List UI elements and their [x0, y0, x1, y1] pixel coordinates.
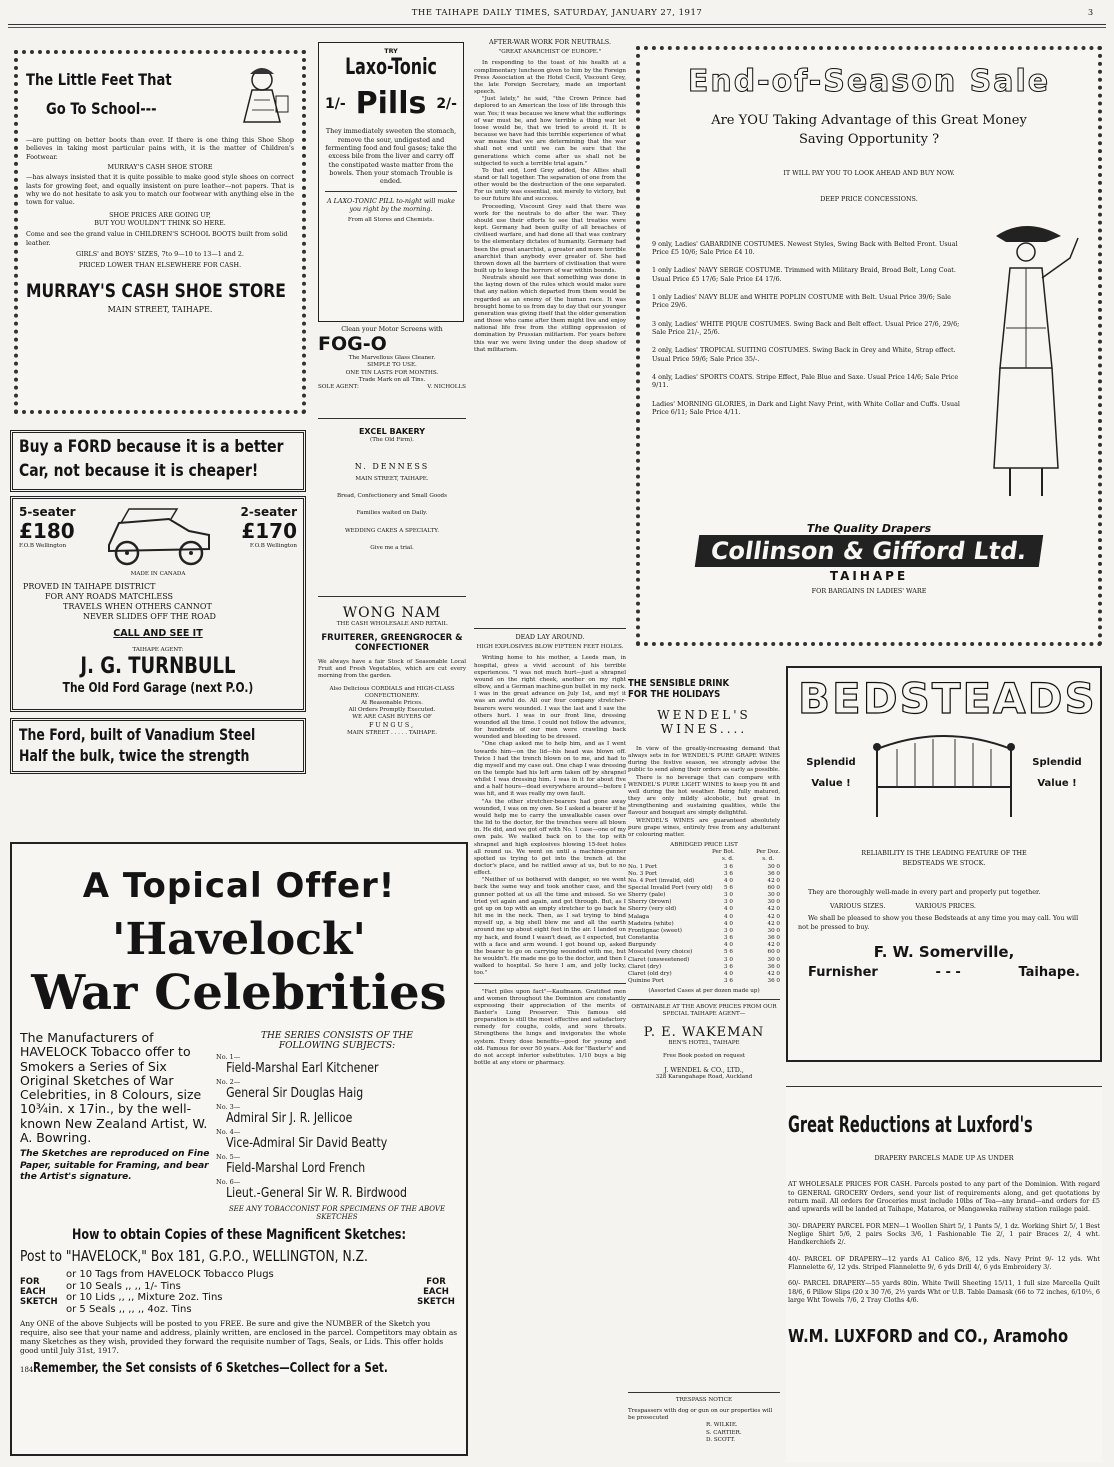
wine-price-bottle: 3 6 [724, 870, 733, 877]
wine-price-dozen: 42 0 [767, 913, 780, 920]
collinson-item: 1 only Ladies' NAVY BLUE and WHITE POPLIN COSTUME with Belt. Usual Price 39/6; Sale Price 29/6. [652, 292, 951, 310]
wendel-p2: There is no beverage that can compare with WENDEL'S PURE LIGHT WINES to keep you fit and well during the hot weather. Being fully matured, they are only mildly alcoholic, but great in strengthening and sustaining qualities, while the flavour and bouquet are simply delightful. [628, 774, 780, 817]
deadlay-p5: "Fact piles upon fact"—Kaufmann. Gratified men and women throughout the Dominion are constantly expressing their appreciation of the merits of Baxter's Lung Preserver. This famous old preparation is still the most effective and satisfactory remedy for coughs, colds, and sore throats. Strengthens the lungs and invigorates the whole system. Every dose benefits—good for young and old. Famous for over 50 years. Ask for "Baxter's" and do not accept inferior substitutes. 1/10 buys a big bottle at any store or pharmacy. [474, 988, 626, 1067]
murray-line-3: Come and see the grand value in CHILDREN'S SCHOOL BOOTS built from solid leather. [26, 230, 288, 247]
bedsteads-town: Taihape. [1018, 964, 1080, 980]
wendel-p1: In view of the greatly-increasing demand that always sets in for WENDEL'S PURE GRAPE WINES during the festive season, we strongly advise the public to send along their orders as early as possible. [628, 746, 780, 774]
wine-price-dozen: 42 0 [767, 942, 780, 949]
ford-p3: TRAVELS WHEN OTHERS CANNOT [63, 602, 212, 612]
havelock-subject [216, 1078, 458, 1101]
laxo-body: They immediately sweeten the stomach, remove the sour, undigested and fermenting food and foul gases; take the excess bile from the liver and carry off the constipated waste matter from the bowels. Then your stomach Trouble is ended. [325, 127, 457, 186]
luxford-ad [786, 1086, 1102, 1462]
collinson-items [652, 218, 966, 508]
bedsteads-splendid-left: Splendid [806, 757, 856, 768]
wine-name: No. 1 Port [628, 863, 657, 870]
wine-name: Madeira (white) [628, 920, 674, 927]
ford-ad [10, 430, 306, 830]
fogo-ad [318, 325, 466, 415]
bedsteads-various-prices: VARIOUS PRICES. [915, 901, 976, 910]
ford-agent: J. G. TURNBULL [80, 654, 236, 680]
excel-ad [318, 418, 466, 590]
afterwar-p1: In responding to the toast of his health at a complimentary luncheon given to him by the Foreign Press Association at the Hotel Cecil, Viscount Grey, the late Foreign Secretary, made an important speech. [474, 60, 626, 96]
ford-p2: FOR ANY ROADS MATCHLESS [45, 592, 174, 602]
wine-price-row [628, 928, 780, 935]
wine-price-dozen: 30 0 [767, 899, 780, 906]
havelock-series-1: THE SERIES CONSISTS OF THE [261, 1031, 413, 1041]
wine-price-row [628, 914, 780, 921]
havelock-subject-name: Field-Marshal Earl Kitchener [226, 1061, 379, 1076]
wongnam-body: We always have a fair Stock of Seasonable Local Fruit and Fresh Vegetables, which are cut every morning from the garden. [318, 659, 466, 680]
bedsteads-splendid-right: Splendid [1032, 757, 1082, 768]
wine-name: Claret (old dry) [628, 970, 672, 977]
fogo-l4: Trade Mark on all Tins. [358, 376, 426, 383]
afterwar-title: AFTER-WAR WORK FOR NEUTRALS. [488, 38, 611, 46]
luxford-item-1: 30/- DRAPERY PARCEL FOR MEN—1 Woollen Shirt 5/, 1 Pants 5/, 1 dz. Working Shirt 5/, 1 Best Neglige Shirt 5/6, 2 pairs Socks 3/6, 1 Fashionable Tie 2/, 1 pair Braces 2/, 4 wht. Handkerchiefs 2/. [788, 1221, 1100, 1247]
laxo-name: Laxo-Tonic [345, 55, 437, 81]
wongnam-title: FRUITERER, GREENGROCER & CONFECTIONER [321, 633, 463, 654]
havelock-headline-2: 'Havelock' [112, 914, 366, 965]
havelock-subject-number: No. 2— [216, 1078, 241, 1086]
laxo-price-1: 1/- [325, 95, 346, 112]
wine-price-row [628, 978, 780, 985]
havelock-or-1: or 10 Tags from HAVELOCK Tobacco Plugs [66, 1269, 274, 1280]
deadlay-p2: "One chap asked me to help him, and as I went towards him—on the lid—his head was blown off. Twice I had the trench blown on to me, and had to dig myself and my case out. One chap I was dressing on the temple had his left arm taken off by shrapnel whilst I was dressing him. I was in it for about five and a half hours—dead everywhere around—before I was hit, and it was really my own fault. [474, 741, 626, 798]
masthead-rule-2 [8, 27, 1106, 28]
bedsteads-title: BEDSTEADS [798, 674, 1097, 723]
laxo-from: From all Stores and Chemists. [347, 217, 435, 224]
wendel-p3: WENDEL'S WINES are guaranteed absolutely pure grape wines, entirely free from any adulterant or colouring matter. [628, 817, 780, 838]
bedsteads-reliability-1: RELIABILITY IS THE LEADING FEATURE OF THE [861, 849, 1027, 857]
wine-price-bottle: 4 0 [724, 913, 733, 920]
wongnam-sub: THE CASH WHOLESALE AND RETAIL [336, 621, 448, 627]
wine-price-bottle: 3 6 [724, 978, 733, 984]
havelock-post: Post to "HAVELOCK," Box 181, G.P.O., WELLINGTON, N.Z. [20, 1247, 368, 1265]
wongnam-ad [318, 596, 466, 828]
havelock-how: How to obtain Copies of these Magnificent Sketches: [72, 1227, 406, 1243]
wine-price-bottle: 5 6 [724, 884, 733, 891]
wine-price-row [628, 935, 780, 942]
bedsteads-value-left: Value ! [811, 778, 851, 789]
wendel-free-book: Free Book posted on request [662, 1052, 746, 1059]
wine-name: Frontignac (sweet) [628, 927, 682, 934]
wine-price-dozen: 36 0 [767, 935, 780, 942]
wine-price-dozen: 60 0 [767, 884, 780, 891]
masthead-rule [8, 24, 1106, 25]
wine-price-dozen: 42 0 [767, 906, 780, 913]
deadlay-p3: "As the other stretcher-bearers had gone away wounded, I was on my own. So I asked a bearer if he would help me to carry the unwalkable cases over the lid to the doctor, for the trenches were all blown in. He did, and we got off with No. 1 case—one of my own pals. We walked back on to the top with shrapnel and high explosives blowing 15-feet holes all round us. We went on until a machine-gunner spotted us trying to get into the trench at the doctor's place, and he rattled away at us, but to no effect. [474, 798, 626, 877]
ford-p1: PROVED IN TAIHAPE DISTRICT [23, 582, 156, 592]
excel-l3: WEDDING CAKES A SPECIALTY. [344, 527, 440, 534]
wendel-col-bot: Per Bot. [712, 849, 735, 856]
havelock-subject-number: No. 6— [216, 1178, 241, 1186]
laxo-ad [318, 42, 464, 322]
murray-store-name: MURRAY'S CASH SHOE STORE [26, 279, 286, 302]
wongnam-l3: All Orders Promptly Executed. [348, 707, 436, 714]
havelock-lead-italic: The Sketches are reproduced on Fine Paper, suitable for Framing, and bear the Artist's signature. [20, 1149, 210, 1183]
excel-l2: Families waited on Daily. [356, 510, 428, 517]
collinson-item: 9 only, Ladies' GABARDINE COSTUMES. Newest Styles, Swing Back with Belted Front. Usual Price £5 10/6; Sale Price £4 10. [652, 239, 958, 256]
havelock-subject-name: Admiral Sir J. R. Jellicoe [226, 1111, 353, 1126]
havelock-subject-number: No. 4— [216, 1128, 241, 1136]
havelock-headline-1: A Topical Offer! [82, 866, 396, 906]
murray-body-2: —has always insisted that it is quite possible to make good style shoes on correct lasts for growing feet, and equally insistent on pure leather—not papers. That is why we do not hesitate to ask you to match our footwear with anything else in the town for value. [26, 173, 294, 207]
wine-name: Sherry (very old) [628, 906, 677, 913]
collinson-item: 3 only, Ladies' WHITE PIQUE COSTUMES. Swing Back and Belt effect. Usual Price 27/6, 29/6; Sale Price 21/-, 25/6. [652, 319, 960, 336]
wine-price-dozen: 30 0 [767, 956, 780, 963]
wine-price-dozen: 42 0 [767, 877, 780, 884]
afterwar-p4: Proceeding, Viscount Grey said that there was work for the neutrals to do after the war. They should use their efforts to see that treaties were kept. Germany had been guilty of all breaches of civilised warfare, and had done all that was contrary to the elementary dictates of humanity. Germany had been the great anarchist, a greater and more terrible anarchist than anybody ever greater of. She had thrown down all the barriers of civilisation that were built up to keep the horrors of war within bounds. [474, 203, 626, 275]
wine-price-bottle: 5 6 [724, 949, 733, 956]
wine-price-bottle: 3 6 [724, 963, 733, 970]
bedsteads-reliability-2: BEDSTEADS WE STOCK. [902, 859, 986, 868]
trespass-notice [628, 1392, 780, 1464]
trespass-name-1: R. WILKIE. [706, 1422, 738, 1429]
wine-name: Claret (dry) [628, 963, 662, 970]
trespass-title: TRESPASS NOTICE [675, 1397, 733, 1403]
havelock-headline-3: War Celebrities [31, 965, 447, 1021]
collinson-town: TAIHAPE [829, 568, 909, 583]
ford-seat5: 5-seater [19, 505, 76, 519]
wine-price-row [628, 971, 780, 978]
havelock-subject [216, 1178, 458, 1201]
deadlay-p4: "Neither of us bothered with danger, so we went back the same way and took another case, and the gunner potted at us all the time and missed. So we tried yet again and again, and got through. But, as I got up on top with an empty stretcher to go back he hit me in the neck. Then, as I sat trying to bind myself up, a big shell blew me and all the earth around me up about eight feet in the air. I landed on my back, and found I wasn't dead, as I expected, but with a face and arm wound. I got bound up, asked the bearer to go on carrying wounded with me, but he wouldn't. He made me go to the doctor, and then I walked to hospital. So here I am, and jolly lucky, too." [474, 877, 626, 977]
excel-l4: Give me a trial. [370, 544, 414, 551]
collinson-q2: Saving Opportunity ? [798, 132, 940, 147]
trespass-name-3: D. SCOTT. [706, 1436, 736, 1443]
havelock-subject-name: Field-Marshal Lord French [226, 1161, 366, 1176]
collinson-pay: IT WILL PAY YOU TO LOOK AHEAD AND BUY NOW. [783, 169, 955, 177]
bedsteads-p2: We shall be pleased to show you these Bedsteads at any time you may call. You will not be pressed to buy. [798, 914, 1079, 931]
wongnam-l1: Also Delicious CORDIALS and HIGH-CLASS CONFECTIONERY. [329, 685, 455, 699]
wongnam-l4: WE ARE CASH BUYERS OF [352, 714, 432, 721]
havelock-subject-number: No. 1— [216, 1053, 241, 1061]
wendel-col-doz: Per Doz. [756, 849, 780, 856]
ford-made-in-canada: MADE IN CANADA [130, 571, 186, 577]
havelock-for-each-right: FOR EACH SKETCH [417, 1277, 455, 1307]
wendel-lead-1: THE SENSIBLE DRINK [628, 678, 730, 689]
wine-price-bottle: 4 0 [724, 906, 733, 913]
murray-headline-2: Go To School--- [46, 99, 157, 118]
wongnam-l6: MAIN STREET . . . . . TAIHAPE. [346, 729, 438, 736]
wine-price-bottle: 4 0 [724, 942, 733, 949]
ford-car-icon [99, 505, 217, 571]
wine-price-row [628, 921, 780, 928]
havelock-subject-number: No. 3— [216, 1103, 241, 1111]
fogo-name: FOG-O [318, 333, 387, 356]
luxford-sub: DRAPERY PARCELS MADE UP AS UNDER [874, 1154, 1014, 1162]
wine-price-dozen: 30 0 [767, 927, 780, 934]
wine-price-dozen: 36 0 [767, 963, 780, 970]
fogo-lead: Clean your Motor Screens with [341, 325, 443, 333]
havelock-remember: Remember, the Set consists of 6 Sketches—Collect for a Set. [33, 1361, 389, 1377]
wine-price-dozen: 42 0 [767, 970, 780, 977]
havelock-subject [216, 1153, 458, 1176]
luxford-p1: AT WHOLESALE PRICES FOR CASH. Parcels posted to any part of the Dominion. With regard to GENERAL GROCERY Orders, send your list of requirements along, and get quotations by return mail. All orders for Groceries must include 10lbs of Tea—any brand—and orders for £5 and upwards will be landed at Taihape, Mataroa, or Mangaweka railway station railage paid. [788, 1180, 1100, 1214]
laxo-pills: Pills [355, 86, 427, 122]
murray-line-5: PRICED LOWER THAN ELSEWHERE FOR CASH. [78, 261, 242, 270]
ford-seat2: 2-seater [240, 505, 297, 519]
afterwar-p5: Neutrals should see that something was done in the laying down of the rules which would make sure that any nation which departed from them would be regarded as an enemy of the human race. It was brought home to us from day to day that our younger generation was giving itself that the older generation and those who came after them might live and enjoy national life free from the stifling oppression of domination by Prussian militarism. For years before this war we were living under the deep shadow of that militarism. [474, 275, 626, 353]
wine-price-row [628, 871, 780, 878]
wine-price-bottle: 4 0 [724, 920, 733, 927]
collinson-item: 4 only, Ladies' SPORTS COATS. Stripe Effect, Pale Blue and Saxe. Usual Price 14/6; Sale Price 9/11. [652, 372, 959, 390]
trespass-body: Trespassers with dog or gun on our properties will be prosecuted [628, 1408, 773, 1422]
havelock-or-4: or 5 Seals ,, ,, ,, 4oz. Tins [66, 1303, 192, 1315]
wendel-units: s. d. [722, 856, 734, 863]
ford-headline-1: Buy a FORD because it is a better [19, 437, 284, 457]
wine-name: Moscatel (very choice) [628, 949, 693, 956]
murray-headline-1: The Little Feet That [26, 70, 172, 89]
havelock-or-2: or 10 Seals ,, ,, 1/- Tins [66, 1280, 181, 1292]
collinson-ad [636, 46, 1102, 646]
havelock-final: Any ONE of the above Subjects will be posted to you FREE. Be sure and give the NUMBER of the Sketch you require, also see that your name and address, plainly written, are enclosed in the parcel. Competitors may obtain as many Sketches as they wish, provided they forward the requisite number of Tags, Seals, or Lids. This offer holds good until July 31st, 1917. [20, 1319, 458, 1356]
wendel-title-1: WENDEL'S [657, 708, 751, 722]
fogo-l3: ONE TIN LASTS FOR MONTHS. [345, 369, 439, 376]
collinson-item: 2 only, Ladies' TROPICAL SUITING COSTUMES. Swing Back in Grey and White, Strap effect. Usual Price 59/6; Sale Price 35/-. [652, 346, 956, 363]
wine-name: Malaga [628, 913, 650, 920]
wine-price-row [628, 949, 780, 956]
havelock-series-2: FOLLOWING SUBJECTS: [278, 1041, 396, 1051]
wine-name: Sherry (brown) [628, 899, 672, 906]
excel-owner: N. DENNESS [354, 462, 430, 472]
excel-sub: (The Old Firm). [370, 437, 414, 443]
excel-title: EXCEL BAKERY [358, 427, 426, 436]
wine-price-dozen: 36 0 [767, 870, 780, 877]
murray-ad [14, 50, 306, 414]
havelock-subject [216, 1103, 458, 1126]
wine-name: Burgundy [628, 942, 656, 949]
bedsteads-name: F. W. Somerville, [873, 942, 1015, 961]
wendel-list-title: ABRIDGED PRICE LIST [670, 842, 738, 849]
collinson-bargains: FOR BARGAINS IN LADIES' WARE [811, 586, 927, 595]
laxo-price-2: 2/- [436, 95, 457, 112]
collinson-firm: Collinson & Gifford Ltd. [695, 535, 1043, 567]
ford-call: CALL AND SEE IT [113, 628, 203, 640]
ford-agent-label: TAIHAPE AGENT: [132, 647, 184, 654]
wine-price-dozen: 30 0 [767, 863, 780, 870]
ford-fob2: F.O.B Wellington [249, 543, 297, 549]
collinson-item: 1 only Ladies' NAVY SERGE COSTUME. Trimmed with Military Braid, Broad Belt, Long Coat. Usual Price £5 17/6; Sale Price £4 17/6. [652, 266, 956, 283]
ford-fob5: F.O.B Wellington [19, 543, 67, 549]
wine-price-dozen: 36 0 [767, 978, 780, 984]
wine-price-row [628, 878, 780, 885]
murray-subhead: MURRAY'S CASH SHOE STORE [107, 162, 213, 171]
wendel-ad [628, 678, 780, 1318]
collinson-drapers: The Quality Drapers [806, 521, 932, 535]
luxford-firm: W.M. LUXFORD and CO., Aramoho [788, 1326, 1069, 1348]
murray-line-4: GIRLS' and BOYS' SIZES, 7to 9—10 to 13—1 and 2. [76, 249, 244, 258]
havelock-subject [216, 1053, 458, 1076]
bedsteads-value-right: Value ! [1037, 778, 1077, 789]
bedsteads-ad: BEDSTEADS Splendid Value ! Splendid Value ! RELIABILITY IS THE LEADING FEATURE OF THE BEDSTEADS WE STOCK. They are thoroughly well-made in every part and properly put together. VARIOUS SIZES. VARIOUS PRICES. We shall be pleased to show you these Bedsteads at any time you may call. You will not be pressed to buy. F. W. Somerville, Furnisher - - - Taihape. [786, 666, 1102, 1062]
wine-name: Claret (unsweetened) [628, 956, 690, 963]
girl-illustration-icon [224, 60, 294, 130]
afterwar-article [474, 38, 626, 623]
masthead-title: THE TAIHAPE DAILY TIMES, SATURDAY, JANUARY 27, 1917 [411, 8, 703, 18]
bedsteads-various-sizes: VARIOUS SIZES. [830, 901, 886, 910]
ford-price5: £180 [19, 519, 75, 543]
wine-name: Constantia [628, 935, 659, 942]
ford-tag-2: Half the bulk, twice the strength [19, 746, 250, 765]
wendel-hotel: BEN'S HOTEL, TAIHAPE [668, 1039, 740, 1046]
wine-name: Sherry (pale) [628, 892, 666, 899]
page-number: 3 [1088, 8, 1094, 17]
bedsteads-furnisher: Furnisher [808, 964, 878, 980]
havelock-see: SEE ANY TOBACCONIST FOR SPECIMENS OF THE ABOVE SKETCHES [228, 1205, 446, 1221]
collinson-item: Ladies' MORNING GLORIES, in Dark and Light Navy Print, with White Collar and Cuffs. Usual Price 6/11; Sale Price 4/11. [652, 399, 960, 416]
ford-p4: NEVER SLIDES OFF THE ROAD [83, 612, 216, 622]
wine-price-row [628, 906, 780, 913]
luxford-item-3: 60/- PARCEL DRAPERY—55 yards 80in. White Twill Sheeting 15/11, 1 full size Marcella Quilt 18/6, 6 Pillow Slips (20 x 30 7/6, 2½ yards Wht or U.B. Table Damask (66 to 72 inches, 6/10½, 6 large Wht Towels 7/6, 2 Tray Cloths 4/6. [788, 1279, 1100, 1304]
wine-price-row [628, 864, 780, 871]
afterwar-p3: To that end, Lord Grey added, the Allies shall stand or fall together. The separation of one from the other would be the destruction of the one separated. For us unity was essential, not merely to victory, but to our future life and success. [474, 167, 626, 203]
wendel-obtain: OBTAINABLE AT THE ABOVE PRICES FROM OUR SPECIAL TAIHAPE AGENT— [631, 1004, 777, 1018]
wine-price-bottle: 3 6 [724, 935, 733, 942]
wine-price-row [628, 957, 780, 964]
wongnam-l5: FUNGUS, [368, 721, 416, 730]
deadlay-p1: Writing home to his mother, a Leeds man, in hospital, gives a vivid account of his terrible experiences. "I was not much hurt—just a shrapnel wound on the right cheek, another on my right elbow, and a German machine-gun bullet in my neck. I was in the great advance on July 1st, and my! it was an awful do. All our four company stretcher-bearers were wounded. I was the last and I saw the others hurt. I was in our front line, dressing wounded all the time. I could not follow the advance, for hundreds of our men were crawling back wounded and bleeding to be dressed. [474, 655, 626, 741]
collinson-q1: Are YOU Taking Advantage of this Great Money [711, 113, 1027, 128]
havelock-subject [216, 1128, 458, 1151]
bedstead-illustration-icon [869, 727, 1019, 819]
ford-price2: £170 [241, 519, 297, 543]
wine-price-dozen: 60 0 [767, 949, 780, 956]
wine-name: No. 4 Port (invalid, old) [628, 877, 695, 884]
wendel-firm: J. WENDEL & CO., LTD., [664, 1065, 744, 1074]
excel-l1: Bread, Confectionery and Small Goods [336, 493, 448, 500]
wine-price-row [628, 964, 780, 971]
wine-price-dozen: 30 0 [767, 892, 780, 899]
laxo-slogan: A LAXO-TONIC PILL to-night will make you right by the morning. [327, 196, 455, 213]
wendel-units: s. d. [762, 856, 774, 863]
wendel-assorted: (Assorted Cases at per dozen made up) [648, 988, 760, 995]
havelock-lead: The Manufacturers of HAVELOCK Tobacco offer to Smokers a Series of Six Original Sketches of War Celebrities, in 8 Colours, size 10¾in. x 17in., by the well-known New Zealand Artist, W. A. Bowring. [20, 1030, 208, 1145]
collinson-deep: DEEP PRICE CONCESSIONS. [820, 195, 918, 204]
murray-body-1: —are putting on better boots than ever. If there is one thing this Shoe Shop believes in taking most particular pains with, it is the matter of Children's Footwear. [26, 136, 294, 161]
lady-fashion-illustration-icon [966, 218, 1086, 508]
havelock-subject-name: Lieut.-General Sir W. R. Birdwood [226, 1186, 407, 1201]
trespass-name-2: S. CARTIER. [706, 1429, 742, 1436]
wendel-firm-address: 328 Karangahape Road, Auckland [655, 1074, 753, 1081]
ford-headline-2: Car, not because it is cheaper! [19, 461, 259, 481]
havelock-or-3: or 10 Lids ,, ,, Mixture 2oz. Tins [66, 1292, 223, 1303]
wine-price-bottle: 3 0 [724, 899, 733, 906]
luxford-title: Great Reductions at Luxford's [788, 1113, 1033, 1138]
wendel-agent: P. E. WAKEMAN [643, 1024, 765, 1040]
bedsteads-p1: They are thoroughly well-made in every part and properly put together. [808, 887, 1041, 896]
ford-garage: The Old Ford Garage (next P.O.) [62, 681, 254, 697]
deadlay-sub: HIGH EXPLOSIVES BLOW FIFTEEN FEET HOLES. [476, 644, 624, 651]
wine-price-bottle: 3 0 [724, 927, 733, 934]
havelock-subject-name: General Sir Douglas Haig [226, 1086, 364, 1101]
excel-address: MAIN STREET, TAIHAPE. [355, 476, 429, 483]
wongnam-name: WONG NAM [342, 605, 442, 621]
laxo-try: TRY [384, 47, 398, 55]
fogo-agent-name: V. NICHOLLS [427, 383, 466, 390]
havelock-code: 184 [20, 1366, 34, 1375]
deadlay-article [474, 628, 626, 1462]
wine-price-bottle: 3 0 [724, 956, 733, 963]
wine-name: Quinine Port [628, 978, 664, 984]
afterwar-sub: "GREAT ANARCHIST OF EUROPE." [498, 49, 602, 56]
havelock-subject-name: Vice-Admiral Sir David Beatty [226, 1136, 388, 1151]
wine-price-dozen: 42 0 [767, 920, 780, 927]
murray-line-1: SHOE PRICES ARE GOING UP, [109, 210, 211, 219]
afterwar-p2: "Just lately," he said, "the Crown Prince had deplored to an American the loss of life through this war. Yes; it was because we knew what the sufferings of war must be, and how terrible a thing war let loose would be, that we tried to avoid it. It is because we have had this terrible experience of what war means that we are determining that the war shall not end until we can be sure that the generations which come after us shall not be subjected to such a terrible trial again." [474, 96, 626, 167]
havelock-subject-list [216, 1053, 458, 1201]
wine-price-bottle: 4 0 [724, 877, 733, 884]
wine-name: Special Invalid Port (very old) [628, 884, 713, 891]
murray-address: MAIN STREET, TAIHAPE. [107, 304, 213, 314]
wendel-title-2: WINES.... [660, 722, 748, 736]
fogo-l2: SIMPLE TO USE. [367, 362, 417, 369]
collinson-title: End-of-Season Sale [687, 64, 1051, 99]
fogo-l1: The Marvellous Glass Cleaner. [348, 355, 436, 362]
havelock-ad [10, 842, 468, 1456]
wine-price-bottle: 3 6 [724, 863, 733, 870]
wendel-lead-2: FOR THE HOLIDAYS [628, 689, 721, 700]
wendel-price-table [628, 864, 780, 986]
luxford-item-2: 40/- PARCEL OF DRAPERY—12 yards A1 Calico 8/6, 12 yds. Navy Print 9/- 12 yds. Wht Flannelette 6/, 12 yds. Striped Flannelette 9/, 6 yds Drill 4/, 6 yds Embroidery 3/. [788, 1254, 1100, 1271]
havelock-subject-number: No. 5— [216, 1153, 241, 1161]
havelock-for-each-left: FOR EACH SKETCH [20, 1277, 58, 1307]
ford-tag-1: The Ford, built of Vanadium Steel [19, 725, 256, 744]
fogo-agent-label: SOLE AGENT: [318, 383, 359, 390]
wine-price-bottle: 4 0 [724, 970, 733, 977]
masthead [12, 8, 1102, 22]
wongnam-l2: At Reasonable Prices. [361, 699, 423, 706]
murray-line-2: BUT YOU WOULDN'T THINK SO HERE. [94, 218, 226, 227]
wine-name: No. 3 Port [628, 870, 657, 877]
wine-price-bottle: 3 0 [724, 892, 733, 899]
deadlay-title: DEAD LAY AROUND. [515, 633, 585, 641]
